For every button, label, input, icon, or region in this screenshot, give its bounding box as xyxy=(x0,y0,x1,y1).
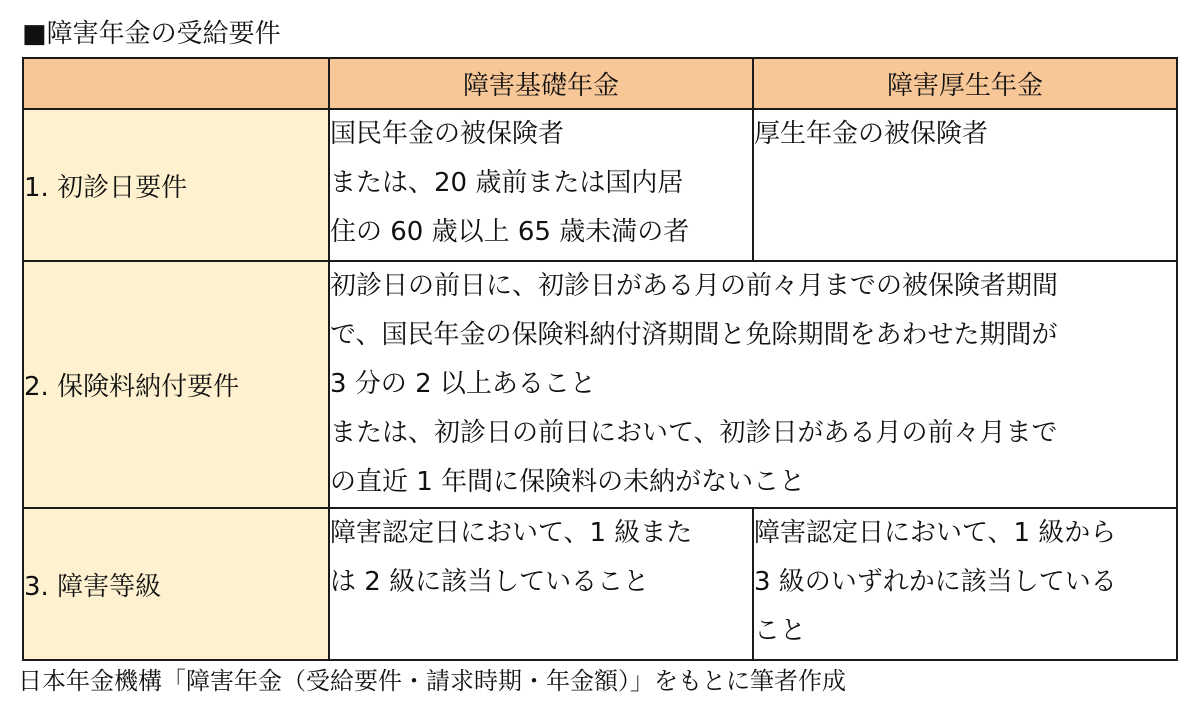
page-title: ■障害年金の受給要件 xyxy=(22,19,281,49)
text-line: 厚生年金の被保険者 xyxy=(754,119,989,149)
cell-basic-disability-grade xyxy=(329,508,753,660)
text-line: 国民年金の被保険者 xyxy=(330,119,565,149)
requirements-table xyxy=(22,57,1178,661)
row-label-disability-grade: 3. 障害等級 xyxy=(23,508,329,660)
table-row xyxy=(23,109,1177,261)
table-header-row xyxy=(23,58,1177,109)
text-line: 障害認定日において、1 級また xyxy=(330,518,693,548)
table-row xyxy=(23,508,1177,660)
cell-basic-first-visit xyxy=(329,109,753,261)
cell-common-premium-payment xyxy=(329,261,1177,508)
text-line: または、20 歳前または国内居 xyxy=(330,168,684,198)
header-empty-cell xyxy=(23,58,329,109)
header-basic-pension: 障害基礎年金 xyxy=(329,58,753,109)
text-line: 3 級のいずれかに該当している xyxy=(754,567,1117,597)
text-line: で、国民年金の保険料納付済期間と免除期間をあわせた期間が xyxy=(330,320,1058,350)
cell-employee-disability-grade xyxy=(753,508,1177,660)
text-line: 3 分の 2 以上あること xyxy=(330,369,596,399)
text-line: 初診日の前日に、初診日がある月の前々月までの被保険者期間 xyxy=(330,271,1059,301)
source-note: 日本年金機構「障害年金（受給要件・請求時期・年金額）」をもとに筆者作成 xyxy=(18,667,846,695)
text-line: は 2 級に該当していること xyxy=(330,567,650,597)
text-line: 住の 60 歳以上 65 歳未満の者 xyxy=(330,217,690,247)
row-label-premium-payment: 2. 保険料納付要件 xyxy=(23,261,329,508)
text-line: の直近 1 年間に保険料の未納がないこと xyxy=(330,467,806,497)
cell-employee-first-visit xyxy=(753,109,1177,261)
header-employee-pension: 障害厚生年金 xyxy=(753,58,1177,109)
text-line: こと xyxy=(754,616,807,646)
row-label-first-visit: 1. 初診日要件 xyxy=(23,109,329,261)
table-row xyxy=(23,261,1177,508)
text-line: または、初診日の前日において、初診日がある月の前々月まで xyxy=(330,418,1058,448)
text-line: 障害認定日において、1 級から xyxy=(754,518,1117,548)
